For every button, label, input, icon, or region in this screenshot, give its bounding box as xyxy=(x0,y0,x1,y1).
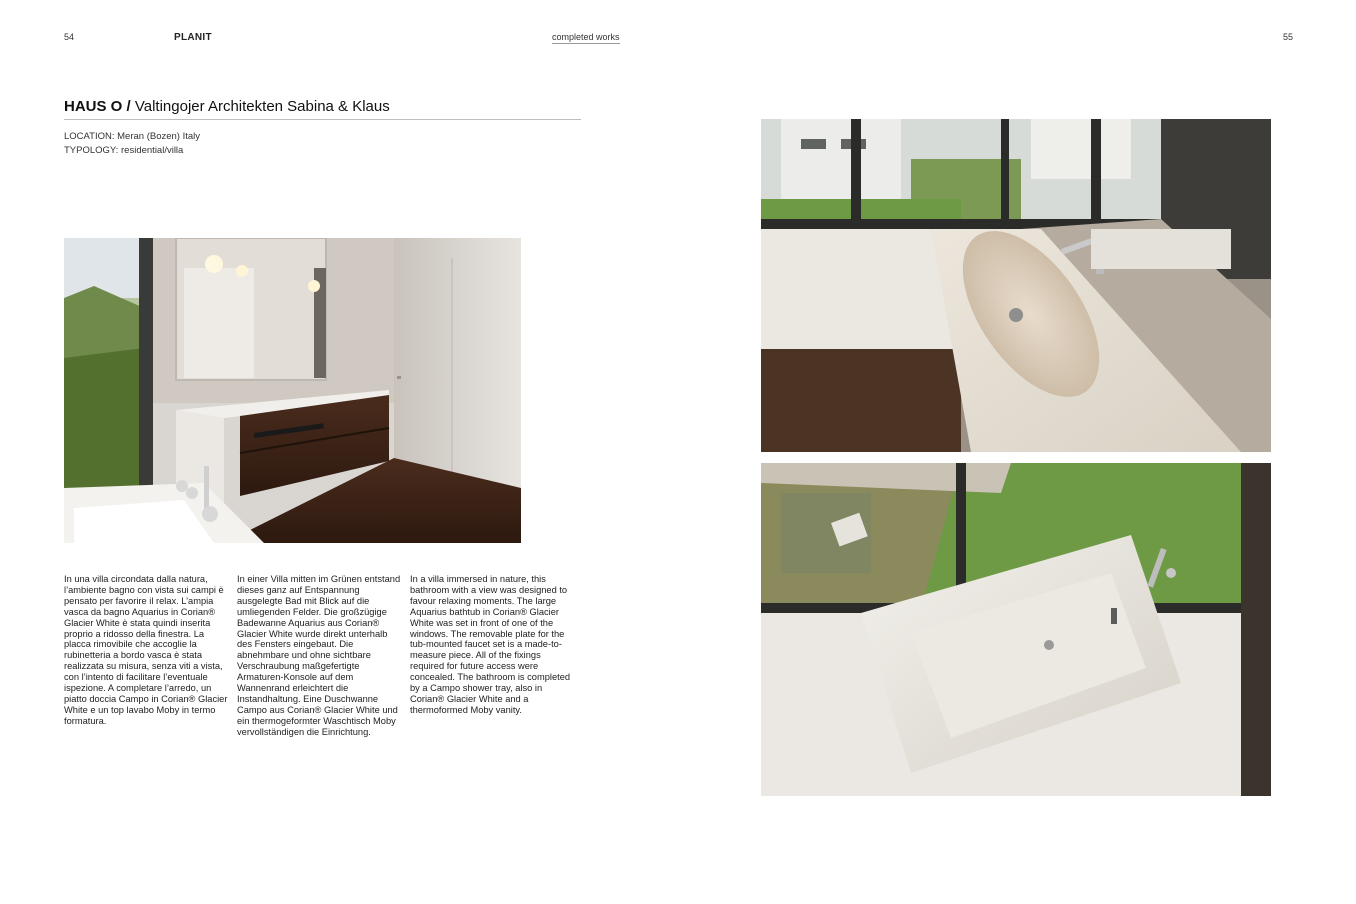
project-typology: TYPOLOGY: residential/villa xyxy=(64,144,184,156)
title-divider xyxy=(64,119,581,120)
page-number-right: 55 xyxy=(1283,32,1294,42)
magazine-brand: PLANIT xyxy=(174,32,212,43)
project-title-bold: HAUS O / xyxy=(64,98,131,115)
page-number-left: 54 xyxy=(64,32,75,42)
project-meta xyxy=(64,130,200,157)
project-title xyxy=(64,98,390,115)
photo-bathroom-vanity xyxy=(64,238,521,543)
project-location: LOCATION: Meran (Bozen) Italy xyxy=(64,131,201,142)
photo-bathtub xyxy=(761,463,1271,796)
description-italian: In una villa circondata dalla natura, l’ambiente bagno con vista sui campi è pensato per favorire il relax. L’ampia vasca da bagno Aquarius in Corian® Glacier White è stata quindi inserita proprio a ridosso della finestra. La placca rimovibile che accoglie la rubinetteria a bordo vasca è stata realizzata su misura, senza viti a vista, con l’intento di facilitare l’eventuale ispezione. A completare l’arredo, un piatto doccia Campo in Corian® Glacier White e un top lavabo Moby in termo formatura. xyxy=(64,574,228,726)
description-german: In einer Villa mitten im Grünen entstand dieses ganz auf Entspannung ausgelegte Bad mit Blick auf die umliegenden Felder. Die großzügige Badewanne Aquarius aus Corian® Glacier White wurde direkt unterhalb des Fensters eingebaut. Die abnehmbare und ohne sichtbare Verschraubung maßgefertigte Armaturen-Konsole auf dem Wannenrand erleichtert die Instandhaltung. Eine Duschwanne Campo aus Corian® Glacier White und ein thermogeformter Waschtisch Moby vervollständigen die Einrichtung. xyxy=(237,574,401,737)
section-label: completed works xyxy=(552,32,620,42)
project-architects: Valtingojer Architekten Sabina & Klaus xyxy=(134,98,390,115)
description-english: In a villa immersed in nature, this bathroom with a view was designed to favour relaxing moments. The large Aquarius bathtub in Corian® Glacier White was set in front of one of the windows. The removable plate for the tub-mounted faucet set is a made-to-measure piece. All of the fixings required for future access were concealed. The bathroom is completed by a Campo shower tray, also in Corian® Glacier White and a thermoformed Moby vanity. xyxy=(410,574,571,715)
photo-washbasin xyxy=(761,119,1271,452)
